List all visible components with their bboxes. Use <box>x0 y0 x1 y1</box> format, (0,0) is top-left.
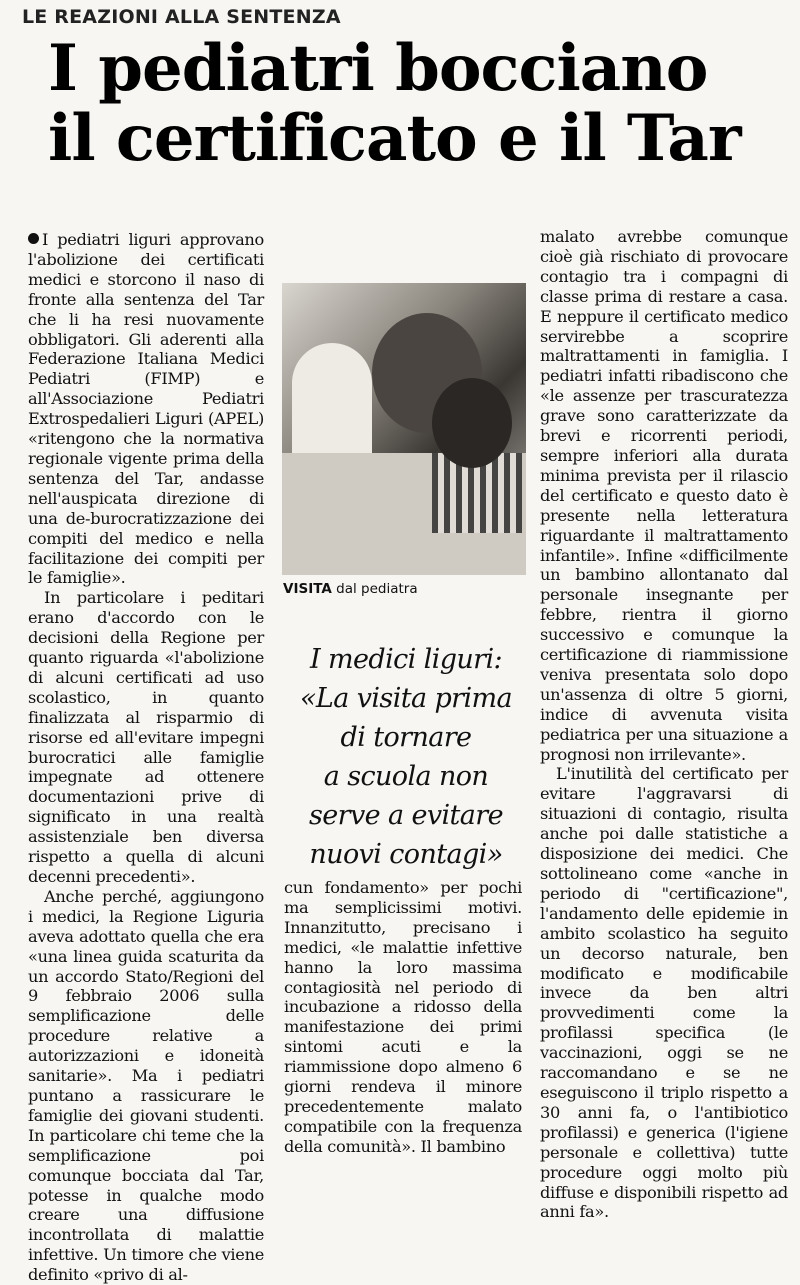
headline <box>48 31 788 176</box>
pull-quote <box>282 640 530 874</box>
headline-line-1: I pediatri bocciano <box>48 31 708 106</box>
paragraph: L'inutilità del certificato per evitare l'aggravarsi di situazioni di contagio, risulta anche poi dalle statistiche a disposizione dei medici. Che sottolineano come «anche in periodo di "certificazione", l'andamento delle epidemie in ambito scolastico ha seguito un decorso naturale, ben modificato e modificabile invece da ben altri provvedimenti come la profilassi specifica (le vaccinazioni, oggi se ne raccomandano e se ne eseguiscono il triplo rispetto a 30 anni fa, o l'antibiotico profilassi) e generica (l'igiene personale e collettiva) tutte procedure oggi molto più diffuse e disponibili rispetto ad anni fa». <box>540 764 788 1222</box>
pull-quote-line: serve a evitare <box>309 800 503 831</box>
pull-quote-line: «La visita prima <box>300 683 512 714</box>
paragraph: malato avrebbe comunque cioè già rischiato di provocare contagio tra i compagni di classe prima di restare a casa. E neppure il certificato medico servirebbe a scoprire maltrattamenti in famiglia. I pediatri infatti ribadiscono che «le assenze per trascuratezza grave sono caratterizzate da brevi e ricorrenti periodi, sempre inferiori alla durata minima prevista per il rilascio del certificato e questo dato è presente nella letteratura riguardante il maltrattamento infantile». Infine «difficilmente un bambino allontanato dal personale insegnante per febbre, rientra il giorno successivo e comunque la certificazione di riammissione veniva presentata solo dopo un'assenza di oltre 5 giorni, indice di avvenuta visita pediatrica per una situazione a prognosi non irrilevante». <box>540 227 788 764</box>
pull-quote-line: a scuola non <box>323 761 489 792</box>
paragraph: cun fondamento» per pochi ma semplicissimi motivi. Innanzitutto, precisano i medici, «le malattie infettive hanno la loro massima contagiosità nel periodo di incubazione a ridosso della manifestazione dei primi sintomi acuti e la riammissione dopo almeno 6 giorni rendeva il minore precedentemente malato compatibile con la frequenza della comunità». Il bambino <box>284 878 522 1156</box>
article-photo <box>282 283 526 575</box>
article-column-2 <box>284 878 522 1157</box>
bullet-icon <box>28 233 39 244</box>
section-kicker: LE REAZIONI ALLA SENTENZA <box>22 6 341 28</box>
paragraph: In particolare i peditari erano d'accordo con le decisioni della Regione per quanto riguarda «l'abolizione di alcuni certificati ad uso scolastico, in quanto finalizzata al risparmio di risorse ed all'evitare impegni burocratici alle famiglie impegnate ad ottenere documentazioni prive di significato in una realtà assistenziale ben diversa rispetto a quella di alcuni decenni precedenti». <box>28 588 264 886</box>
headline-line-2: il certificato e il Tar <box>48 101 741 176</box>
caption-text: dal pediatra <box>331 581 418 597</box>
article-column-3 <box>540 227 788 1222</box>
paragraph <box>28 230 264 588</box>
paragraph-text: I pediatri liguri approvano l'abolizione dei certificati medici e storcono il naso di fronte alla sentenza del Tar che li ha resi nuovamente obbligatori. Gli aderenti alla Federazione Italiana Medici Pediatri (FIMP) e all'Associazione Pediatri Extrospedalieri Liguri (APEL) «ritengono che la normativa regionale vigente prima della sentenza del Tar, andasse nell'auspicata direzione di una de-burocratizzazione dei compiti del medico e nella facilitazione dei compiti per le famiglie». <box>28 230 264 588</box>
pull-quote-line: I medici liguri: <box>309 644 503 675</box>
pull-quote-line: di tornare <box>340 722 472 753</box>
pull-quote-line: nuovi contagi» <box>309 839 503 870</box>
article-column-1 <box>28 230 264 1285</box>
photo-caption <box>283 581 418 597</box>
paragraph: Anche perché, aggiungono i medici, la Regione Liguria aveva adottato quella che era «una linea guida scaturita da un accordo Stato/Regioni del 9 febbraio 2006 sulla semplificazione delle procedure relative a autorizzazioni e idoneità sanitarie». Ma i pediatri puntano a rassicurare le famiglie dei giovani studenti. In particolare chi teme che la semplificazione poi comunque bocciata dal Tar, potesse in qualche modo creare una diffusione incontrollata di malattie infettive. Un timore che viene definito «privo di al- <box>28 886 264 1285</box>
caption-bold: VISITA <box>283 581 332 597</box>
